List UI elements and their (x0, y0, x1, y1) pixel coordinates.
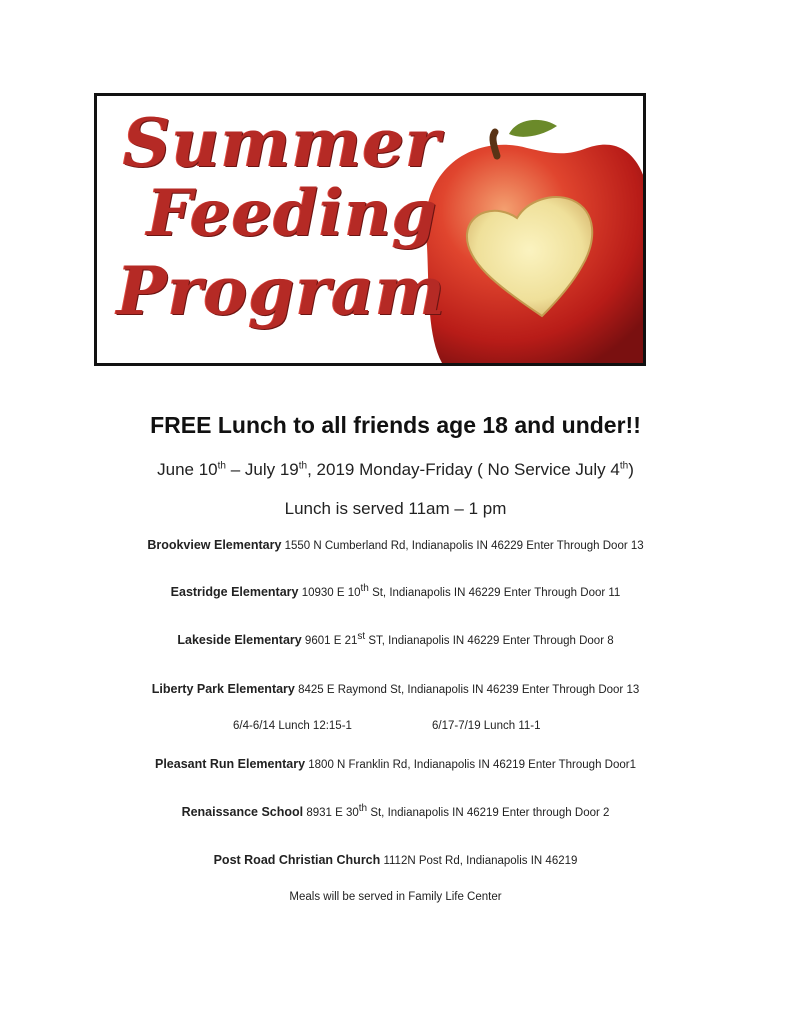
location-lakeside: Lakeside Elementary 9601 E 21st ST, Indianapolis IN 46229 Enter Through Door 8 (177, 631, 614, 647)
location-name: Eastridge Elementary (170, 585, 299, 599)
banner-title-summer: Summer (123, 104, 442, 182)
location-name: Post Road Christian Church (213, 853, 381, 867)
location-name: Renaissance School (181, 805, 304, 819)
location-address: 1800 N Franklin Rd, Indianapolis IN 46219 Enter Through Door1 (305, 759, 636, 771)
banner-title-program: Program (117, 252, 446, 330)
program-banner (94, 93, 646, 366)
location-pleasant-run (0, 757, 791, 771)
banner-title-feeding: Feeding (147, 176, 438, 251)
location-address: 1112N Post Rd, Indianapolis IN 46219 (380, 855, 578, 867)
location-post-road (0, 853, 791, 867)
lunch-time-period: 6/17-7/19 Lunch 11-1 (432, 720, 541, 732)
location-eastridge: Eastridge Elementary 10930 E 10th St, Indianapolis IN 46229 Enter Through Door 11 (170, 583, 621, 599)
location-name: Pleasant Run Elementary (155, 757, 306, 771)
location-name: Liberty Park Elementary (151, 682, 295, 696)
location-renaissance: Renaissance School 8931 E 30th St, Indianapolis IN 46219 Enter through Door 2 (181, 803, 610, 819)
program-dates: June 10th – July 19th, 2019 Monday-Friday ( No Service July 4th) (157, 460, 634, 479)
location-address: 1550 N Cumberland Rd, Indianapolis IN 46229 Enter Through Door 13 (281, 540, 644, 552)
headline: FREE Lunch to all friends age 18 and under!! (150, 412, 641, 438)
lunch-hours: Lunch is served 11am – 1 pm (284, 499, 507, 518)
location-address: 8425 E Raymond St, Indianapolis IN 46239 Enter Through Door 13 (294, 684, 640, 696)
meals-note: Meals will be served in Family Life Center (289, 891, 502, 903)
location-name: Lakeside Elementary (177, 633, 302, 647)
location-brookview (0, 538, 791, 552)
location-liberty-park (0, 682, 791, 696)
lunch-time-period: 6/4-6/14 Lunch 12:15-1 (233, 720, 352, 732)
location-name: Brookview Elementary (147, 538, 282, 552)
